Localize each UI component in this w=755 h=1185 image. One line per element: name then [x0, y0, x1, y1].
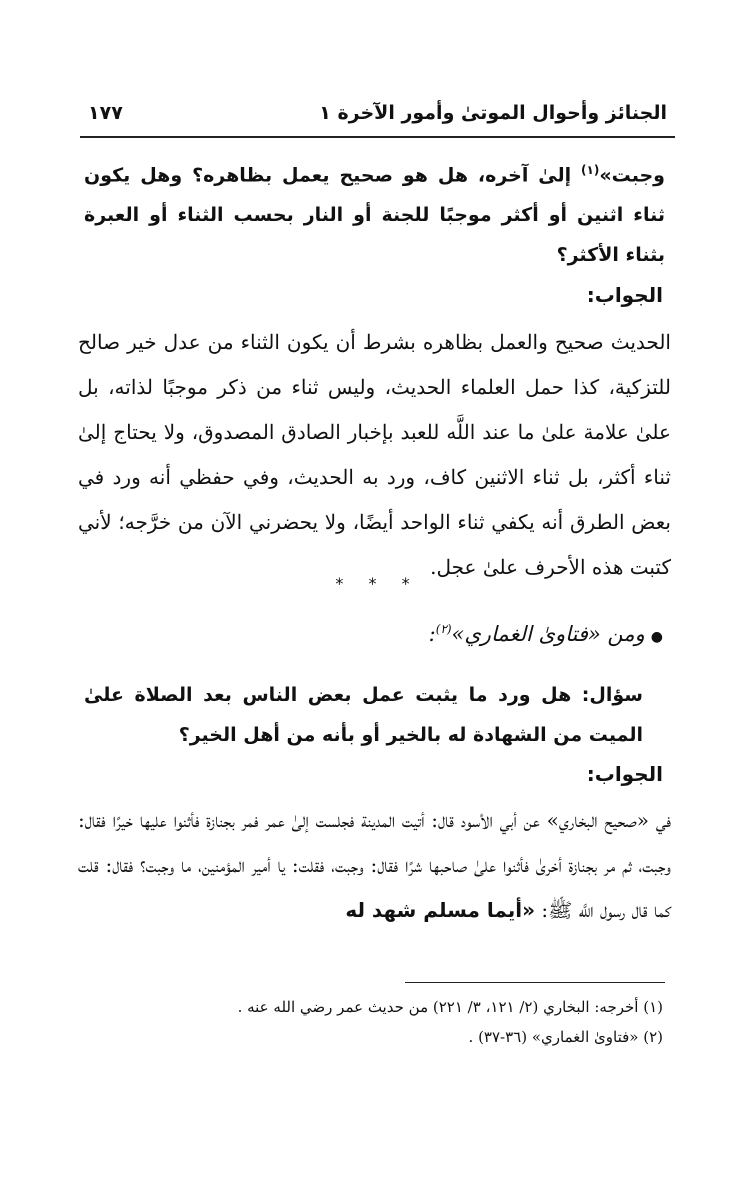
running-title: الجنائز وأحوال الموتىٰ وأمور الآخرة ١	[319, 102, 667, 124]
footnote-ref-1[interactable]: (١)	[581, 163, 600, 177]
question-text-start: وجبت»	[599, 164, 665, 187]
footnote-2: (٢) «فتاوىٰ الغماري» (٣٦-٣٧) .	[468, 1028, 663, 1046]
question-2: سؤال: هل ورد ما يثبت عمل بعض الناس بعد الصلاة علىٰ الميت من الشهادة له بالخير أو بأنه من أهل الخير؟	[84, 684, 643, 746]
footnote-ref-2[interactable]: (٢)	[435, 622, 452, 636]
page-number: ١٧٧	[88, 102, 123, 124]
bullet-icon: ●	[650, 629, 663, 645]
answer-label-2: الجواب:	[586, 762, 663, 786]
hadith-quote: «أيما مسلم شهد له	[345, 898, 536, 922]
answer-body: الحديث صحيح والعمل بظاهره بشرط أن يكون الثناء من عدل خير صالح للتزكية، كذا حمل العلماء الحديث، وليس ثناء من ذكر موجبًا لذاته، بل علىٰ علامة علىٰ ما عند اللَّه للعبد بإخبار الصادق المصدوق، ولا يحتاج إلىٰ ثناء أكثر، بل ثناء الاثنين كاف، ورد به الحديث، وفي حفظي أنه ورد في بعض الطرق أنه يكفي ثناء الواحد أيضًا، ولا يحضرني الآن من خرَّجه؛ لأني كتبت هذه الأحرف علىٰ عجل.	[78, 330, 671, 579]
footnote-divider	[405, 982, 665, 983]
section-colon: :	[428, 622, 436, 646]
page-header	[88, 96, 667, 130]
section-heading	[429, 622, 663, 646]
question-continuation	[84, 150, 665, 275]
answer-label: الجواب:	[586, 283, 663, 307]
answer-2-text: في «صحيح البخاري» عن أبي الأسود قال: أتيت المدينة فجلست إلىٰ عمر فمر بجنازة فأثنوا عليها خيرًا فقال: وجبت، ثم مر بجنازة أخرىٰ فأثنوا علىٰ صاحبها شرًا فقال: وجبت، فقلت: يا أمير المؤمنين، ما وجبت؟ فقال: قلت كما قال رسول اللَّه ﷺ:	[78, 808, 671, 922]
footnote-1: (١) أخرجه: البخاري (٢/ ١٢١، ٣/ ٢٢١) من حديث عمر رضي الله عنه .	[237, 998, 663, 1016]
header-divider	[80, 136, 675, 138]
question-text-rest: إلىٰ آخره، هل هو صحيح يعمل بظاهره؟ وهل يكون ثناء اثنين أو أكثر موجبًا للجنة أو النار بحسب الثناء أو العبرة بثناء الأكثر؟	[84, 164, 665, 267]
section-title: ومن «فتاوىٰ الغماري»	[451, 622, 645, 646]
answer-body-2	[78, 798, 671, 933]
section-separator: * * *	[335, 574, 420, 593]
